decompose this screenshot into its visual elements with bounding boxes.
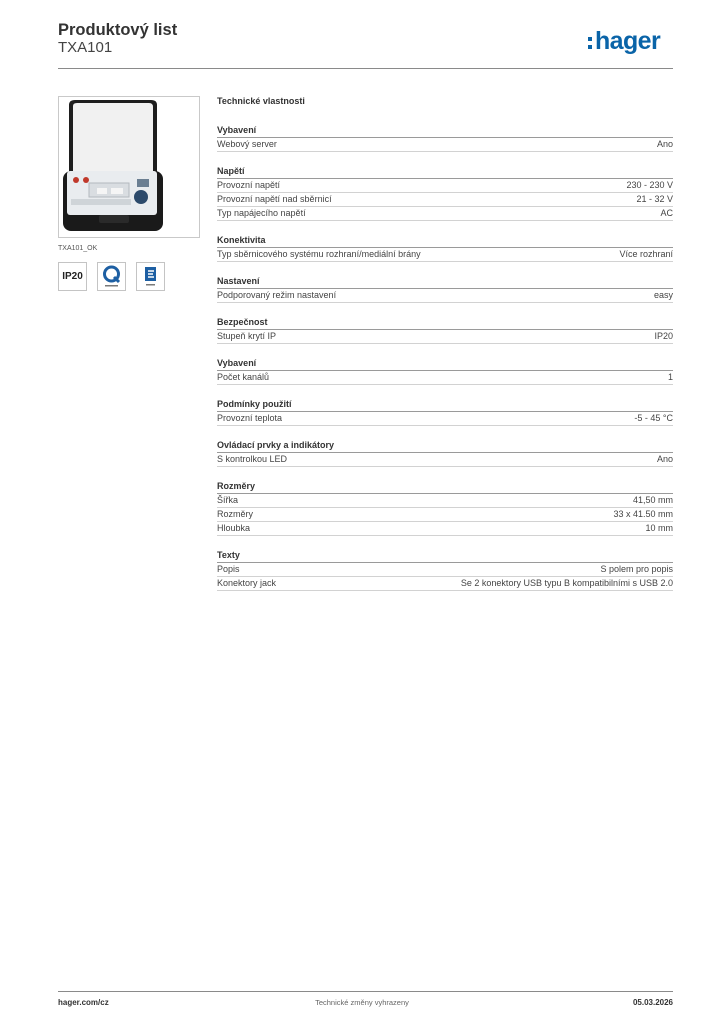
ip20-badge: IP20 (58, 262, 87, 291)
spec-label: Typ napájecího napětí (217, 208, 306, 218)
logo-text: hager (595, 27, 661, 55)
specs-section (217, 95, 673, 603)
spec-label: Hloubka (217, 523, 251, 533)
spec-row (217, 522, 673, 536)
spec-label: S kontrolkou LED (217, 454, 288, 464)
product-image (58, 96, 200, 238)
spec-value: Se 2 konektory USB typu B kompatibilními s USB 2.0 (460, 578, 673, 588)
spec-row (217, 563, 673, 577)
spec-value: -5 - 45 °C (634, 413, 673, 423)
page-title: Produktový list (58, 21, 178, 39)
spec-label: Webový server (217, 139, 277, 149)
hager-logo (588, 27, 660, 56)
quality-badge (97, 262, 126, 291)
spec-row (217, 248, 673, 262)
spec-value: 33 x 41.50 mm (613, 509, 673, 519)
spec-label: Konektory jack (217, 578, 277, 588)
spec-group-heading: Texty (217, 548, 673, 563)
spec-label: Popis (217, 564, 240, 574)
spec-label: Provozní napětí (217, 180, 281, 190)
spec-value: easy (653, 290, 673, 300)
easy-e-icon (137, 263, 164, 290)
spec-row (217, 494, 673, 508)
spec-value: 41,50 mm (632, 495, 673, 505)
spec-group-heading: Vybavení (217, 123, 673, 138)
spec-row (217, 289, 673, 303)
footer-divider (58, 991, 673, 992)
spec-row (217, 207, 673, 221)
spec-row (217, 453, 673, 467)
header-divider (58, 68, 673, 69)
spec-row (217, 412, 673, 426)
quality-q-icon (98, 263, 125, 290)
spec-group-heading: Vybavení (217, 356, 673, 371)
spec-group-heading: Bezpečnost (217, 315, 673, 330)
spec-value: 1 (667, 372, 673, 382)
spec-group (217, 548, 673, 591)
spec-value: S polem pro popis (600, 564, 673, 574)
spec-group-heading: Nastavení (217, 274, 673, 289)
spec-label: Šířka (217, 495, 239, 505)
product-code: TXA101 (58, 39, 113, 56)
spec-label: Provozní napětí nad sběrnicí (217, 194, 332, 204)
spec-label: Provozní teplota (217, 413, 283, 423)
spec-label: Typ sběrnicového systému rozhraní/mediální brány (217, 249, 421, 259)
spec-row (217, 138, 673, 152)
spec-group (217, 274, 673, 303)
product-case-illustration (59, 97, 199, 237)
spec-label: Počet kanálů (217, 372, 270, 382)
spec-group (217, 479, 673, 536)
logo-dots-icon (588, 33, 593, 51)
spec-value: 10 mm (645, 523, 673, 533)
spec-group-heading: Podmínky použití (217, 397, 673, 412)
spec-group (217, 356, 673, 385)
spec-group (217, 438, 673, 467)
footer-date: 05.03.2026 (632, 998, 673, 1007)
image-caption: TXA101_OK (58, 245, 98, 252)
spec-group-heading: Rozměry (217, 479, 673, 494)
spec-label: Podporovaný režim nastavení (217, 290, 337, 300)
easy-badge (136, 262, 165, 291)
spec-row (217, 330, 673, 344)
spec-value: 230 - 230 V (626, 180, 673, 190)
spec-value: Ano (656, 139, 673, 149)
spec-value: 21 - 32 V (636, 194, 673, 204)
spec-label: Rozměry (217, 509, 254, 519)
specs-title: Technické vlastnosti (217, 96, 305, 106)
spec-value: Ano (656, 454, 673, 464)
spec-group (217, 123, 673, 152)
spec-group (217, 233, 673, 262)
spec-group-heading: Napětí (217, 164, 673, 179)
spec-row (217, 193, 673, 207)
spec-group (217, 315, 673, 344)
spec-group (217, 164, 673, 221)
spec-row (217, 508, 673, 522)
spec-row (217, 577, 673, 591)
spec-value: IP20 (654, 331, 673, 341)
footer-website-link[interactable]: hager.com/cz (58, 998, 109, 1007)
spec-group (217, 397, 673, 426)
spec-value: Více rozhraní (619, 249, 673, 259)
footer-disclaimer: Technické změny vyhrazeny (315, 998, 409, 1007)
spec-row (217, 371, 673, 385)
spec-row (217, 179, 673, 193)
spec-group-heading: Ovládací prvky a indikátory (217, 438, 673, 453)
spec-label: Stupeň krytí IP (217, 331, 277, 341)
spec-value: AC (660, 208, 673, 218)
spec-group-heading: Konektivita (217, 233, 673, 248)
